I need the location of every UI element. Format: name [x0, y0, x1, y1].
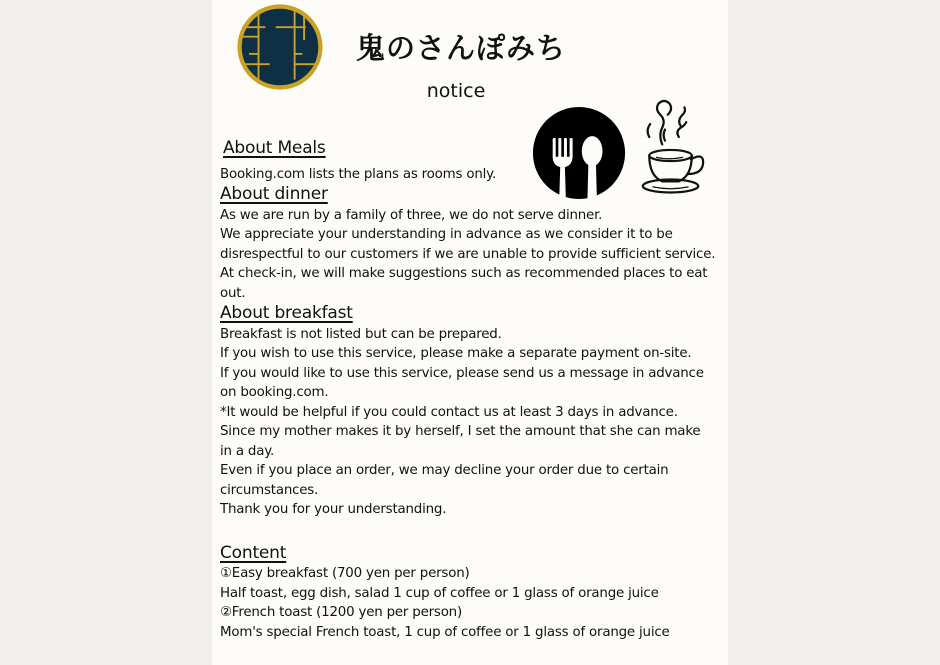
breakfast-line-9: circumstances.: [220, 482, 319, 498]
section-meals: [220, 137, 725, 184]
content-line-1: ①Easy breakfast (700 yen per person): [220, 566, 470, 581]
heading-content: Content: [220, 542, 287, 563]
dinner-line-4: At check-in, we will make suggestions such as recommended places to eat: [220, 266, 708, 281]
dinner-line-3: disrespectful to our customers if we are unable to provide sufficient service.: [220, 246, 716, 262]
page-subtitle: notice: [426, 80, 486, 102]
spacer: [220, 520, 725, 543]
breakfast-line-3: If you would like to use this service, please send us a message in advance: [220, 365, 704, 381]
brand-title: 鬼のさんぽみち: [356, 31, 567, 65]
meals-line-1: Booking.com lists the plans as rooms only.: [220, 166, 497, 182]
content-line-4: Mom's special French toast, 1 cup of coffee or 1 glass of orange juice: [220, 624, 670, 640]
breakfast-line-8: Even if you place an order, we may decline your order due to certain: [220, 463, 669, 478]
heading-about-meals: About Meals: [223, 138, 326, 158]
breakfast-line-5: *It would be helpful if you could contact us at least 3 days in advance.: [220, 404, 678, 420]
logo-emblem-icon: [237, 4, 323, 90]
breakfast-line-6: Since my mother makes it by herself, I set the amount that she can make: [220, 424, 701, 439]
content-line-2: Half toast, egg dish, salad 1 cup of coffee or 1 glass of orange juice: [220, 585, 659, 601]
dinner-line-2: We appreciate your understanding in advance as we consider it to be: [220, 227, 673, 242]
breakfast-line-2: If you wish to use this service, please make a separate payment on-site.: [220, 346, 692, 361]
section-content: [220, 543, 725, 643]
content-line-3: ②French toast (1200 yen per person): [220, 605, 462, 620]
notice-page: [212, 0, 728, 665]
notice-content: [220, 137, 725, 642]
breakfast-line-7: in a day.: [220, 443, 275, 459]
dinner-line-5: out.: [220, 285, 246, 301]
dinner-line-1: As we are run by a family of three, we do not serve dinner.: [220, 207, 603, 223]
breakfast-line-1: Breakfast is not listed but can be prepared.: [220, 326, 502, 342]
breakfast-line-10: Thank you for your understanding.: [220, 502, 447, 517]
heading-about-breakfast: About breakfast: [220, 303, 353, 323]
section-dinner: [220, 184, 725, 303]
section-breakfast: [220, 303, 725, 520]
breakfast-line-4: on booking.com.: [220, 385, 329, 400]
heading-about-dinner: About dinner: [220, 184, 328, 204]
